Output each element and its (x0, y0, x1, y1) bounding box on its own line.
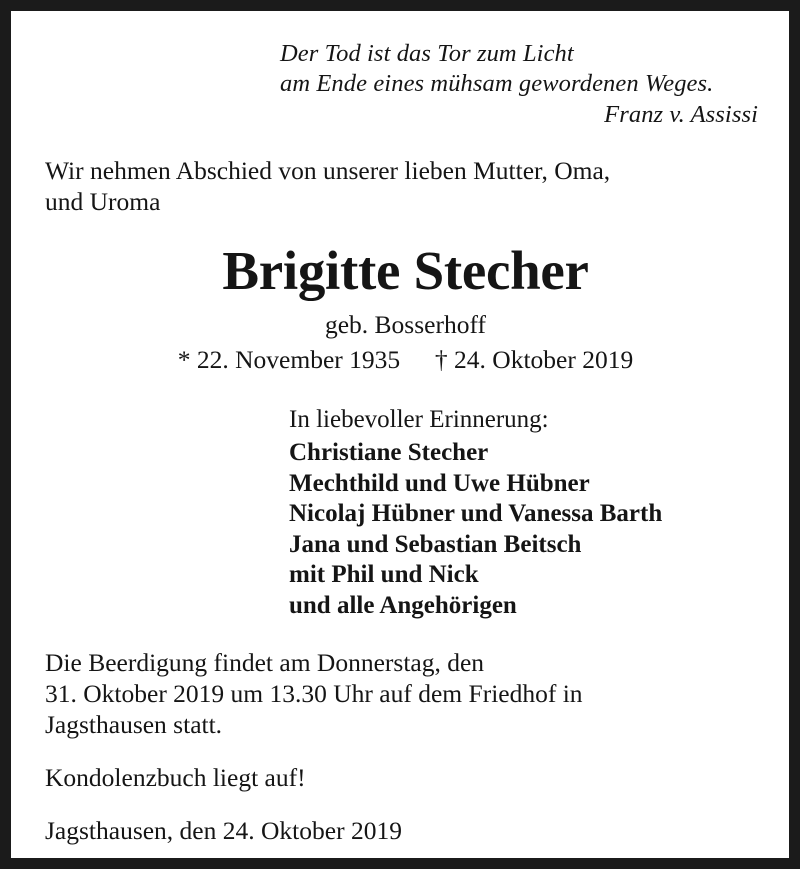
deceased-maiden-name: geb. Bosserhoff (324, 310, 486, 339)
mourner-name: Christiane Stecher (289, 439, 489, 466)
place-and-date: Jagsthausen, den 24. Oktober 2019 (45, 816, 402, 845)
introduction-line-2: und Uroma (45, 187, 161, 216)
mourners-block (45, 404, 766, 621)
notice-content (11, 11, 789, 858)
mourner-name: und alle Angehörigen (289, 591, 517, 619)
mourner-name: Jana und Sebastian Beitsch (289, 530, 582, 558)
condolence-book-note: Kondolenzbuch liegt auf! (45, 763, 306, 792)
epigraph-line-2: am Ende eines mühsam gewordenen Weges. (280, 70, 714, 97)
life-dates (45, 344, 766, 376)
deceased-full-name: Brigitte Stecher (222, 240, 589, 301)
epigraph-attribution: Franz v. Assissi (604, 101, 758, 128)
death-symbol: † (434, 345, 448, 374)
epigraph-line-1: Der Tod ist das Tor zum Licht (280, 40, 574, 67)
funeral-line-3: Jagsthausen statt. (45, 710, 223, 739)
epigraph-quote (45, 39, 766, 130)
introduction-line-1: Wir nehmen Abschied von unserer lieben Mutter, Oma, (45, 156, 611, 185)
death-date: 24. Oktober 2019 (454, 345, 634, 374)
funeral-line-1: Die Beerdigung findet am Donnerstag, den (45, 648, 485, 677)
funeral-line-2: 31. Oktober 2019 um 13.30 Uhr auf dem Friedhof in (45, 679, 583, 708)
mourner-name: Nicolaj Hübner und Vanessa Barth (289, 500, 663, 527)
mourner-name: Mechthild und Uwe Hübner (289, 469, 590, 497)
birth-date: 22. November 1935 (196, 345, 401, 374)
mourner-name: mit Phil und Nick (289, 561, 479, 588)
introduction-text (45, 155, 766, 217)
mourners-name-list (289, 438, 766, 621)
closing-paragraphs (45, 647, 766, 846)
birth-symbol: * (177, 345, 191, 374)
deceased-name-block (45, 239, 766, 376)
mourners-lead-text: In liebevoller Erinnerung: (289, 406, 549, 433)
funeral-details (45, 647, 766, 740)
